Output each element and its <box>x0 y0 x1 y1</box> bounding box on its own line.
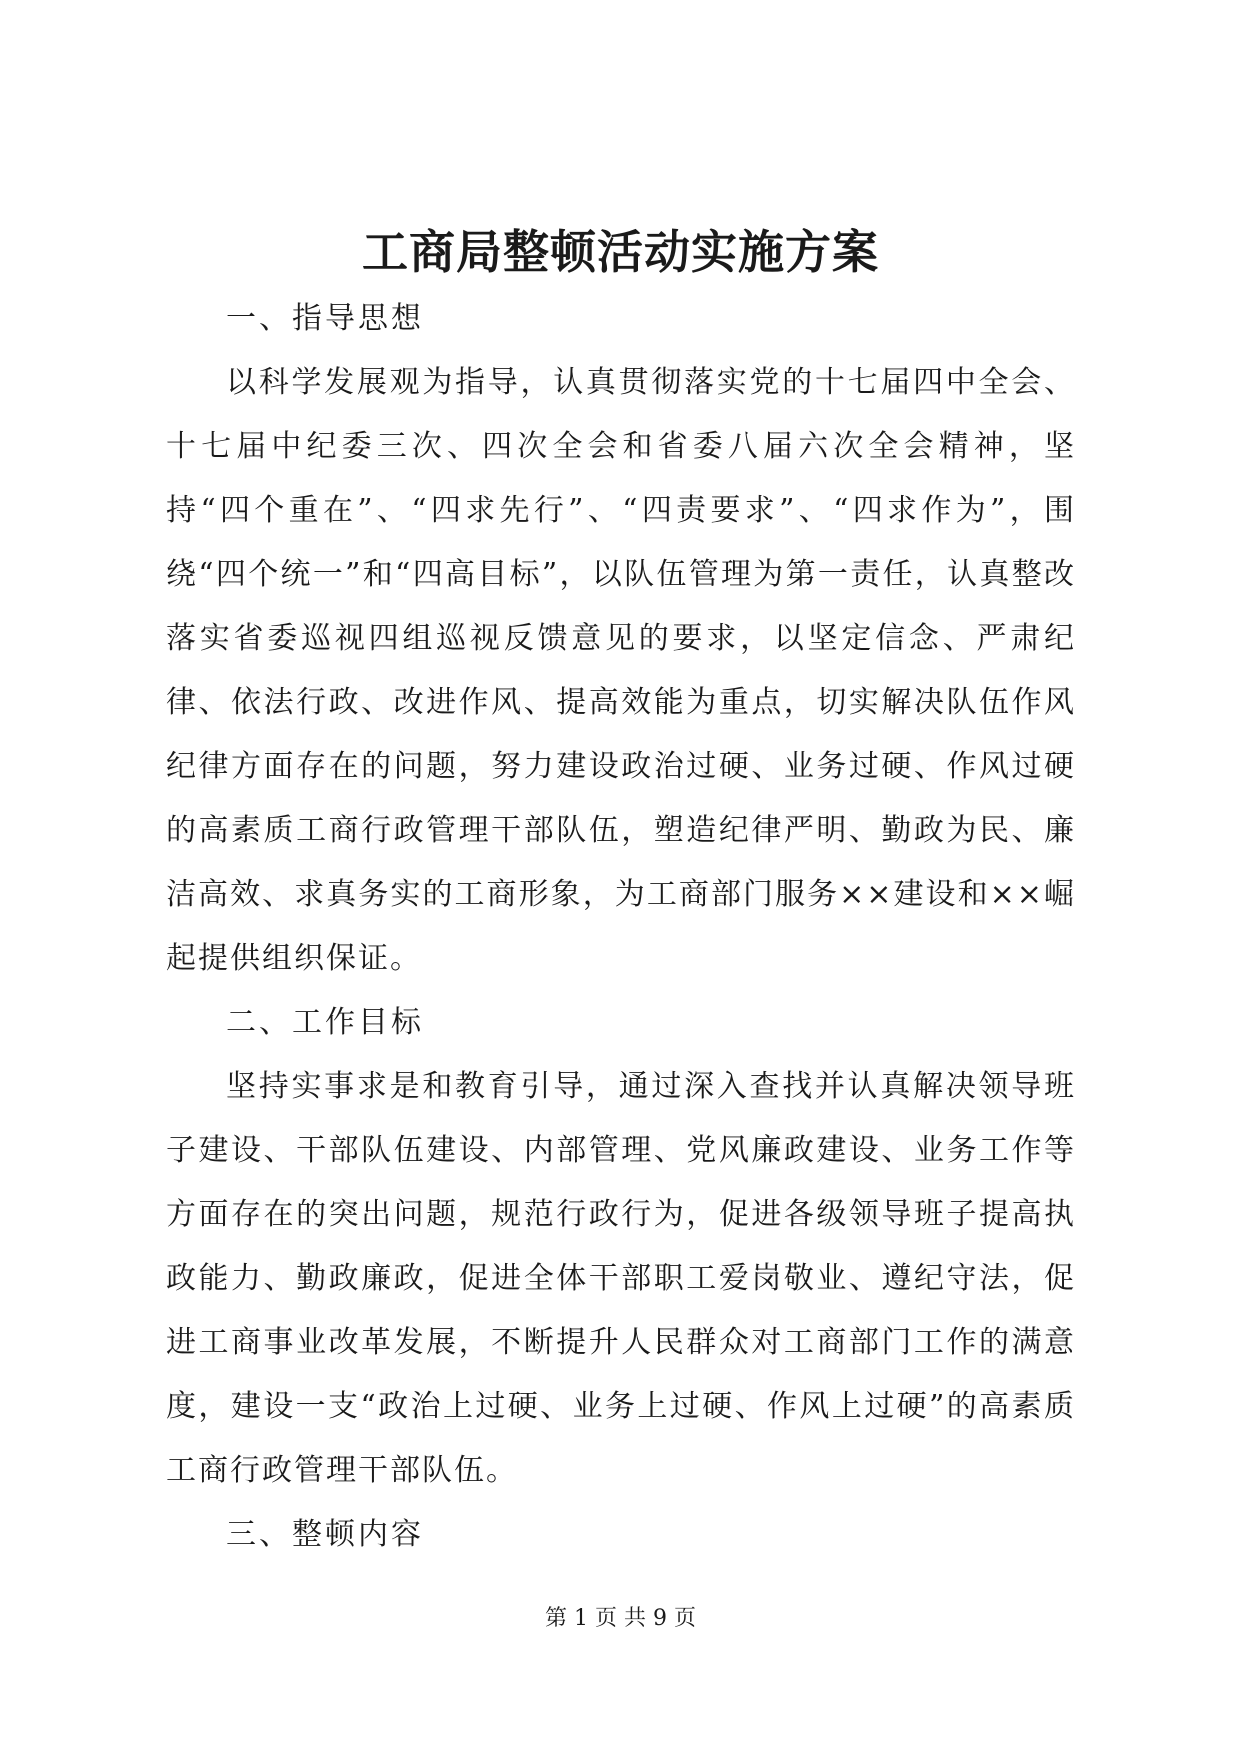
section-heading-rectification-content: 三、整顿内容 <box>226 1517 424 1552</box>
document-title: 工商局整顿活动实施方案 <box>362 225 879 279</box>
document-body <box>166 287 1076 1567</box>
section-heading-work-goals: 二、工作目标 <box>226 1005 424 1040</box>
section-heading-guiding-ideology: 一、指导思想 <box>226 301 424 336</box>
section-paragraph-work-goals: 坚持实事求是和教育引导，通过深入查找并认真解决领导班子建设、干部队伍建设、内部管理、党风廉政建设、业务工作等方面存在的突出问题，规范行政行为，促进各级领导班子提高执政能力、勤政廉政，促进全体干部职工爱岗敬业、遵纪守法，促进工商事业改革发展，不断提升人民群众对工商部门工作的满意度，建设一支“政治上过硬、业务上过硬、作风上过硬”的高素质工商行政管理干部队伍。 <box>166 1069 1076 1488</box>
page-number-footer: 第 1 页 共 9 页 <box>545 1606 696 1631</box>
section-paragraph-guiding-ideology: 以科学发展观为指导，认真贯彻落实党的十七届四中全会、十七届中纪委三次、四次全会和省委八届六次全会精神，坚持“四个重在”、“四求先行”、“四责要求”、“四求作为”，围绕“四个统一”和“四高目标”，以队伍管理为第一责任，认真整改落实省委巡视四组巡视反馈意见的要求，以坚定信念、严肃纪律、依法行政、改进作风、提高效能为重点，切实解决队伍作风纪律方面存在的问题，努力建设政治过硬、业务过硬、作风过硬的高素质工商行政管理干部队伍，塑造纪律严明、勤政为民、廉洁高效、求真务实的工商形象，为工商部门服务××建设和××崛起提供组织保证。 <box>166 365 1076 976</box>
